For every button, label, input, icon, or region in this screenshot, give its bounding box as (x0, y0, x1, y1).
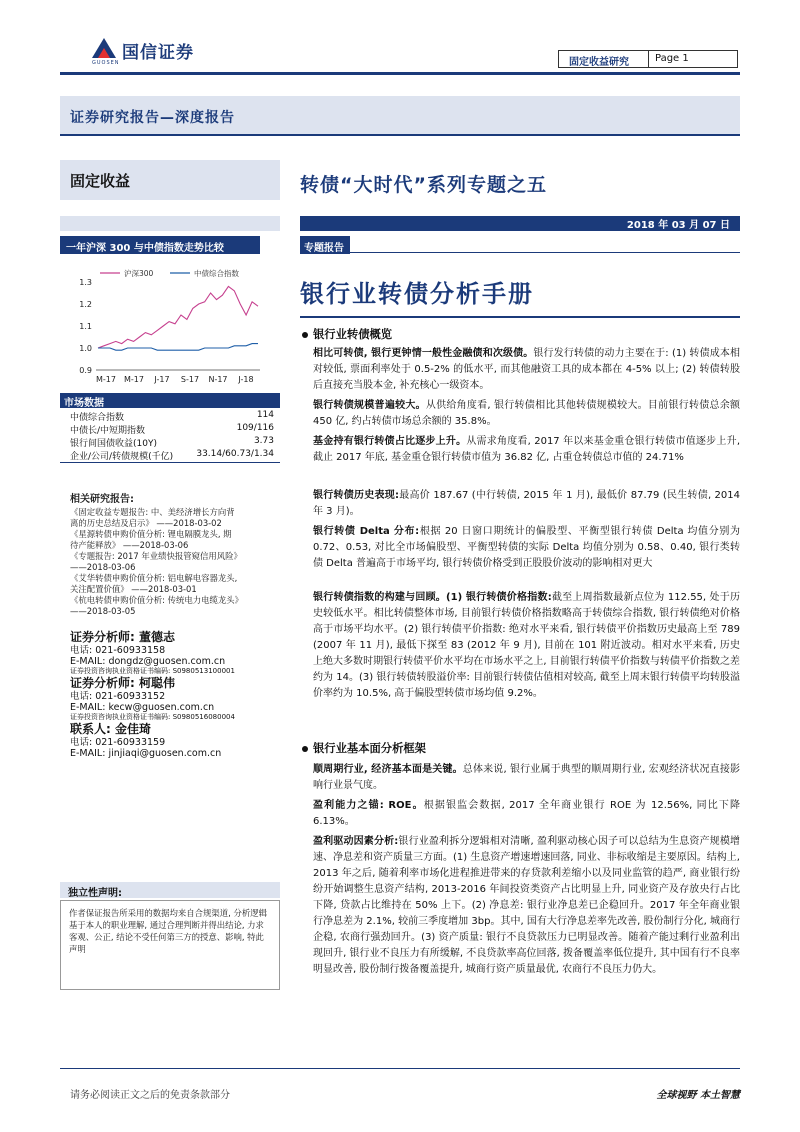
legend-label: 沪深300 (124, 269, 154, 278)
market-data-title: 市场数据 (60, 393, 280, 408)
paragraph-text: 银行发行转债的动力主要在于: (1) 转债成本相对较低, 票面利率处于 0.5-2% 的低水平, 而其他融资工具的成本都在 4-5% 以上; (2) 转债转股后直接充当股本金, 补充核心一级资本。 (313, 348, 740, 391)
contact-email: E-MAIL: jinjiaqi@guosen.com.cn (70, 748, 222, 759)
analyst-name: 证券分析师: 柯聪伟 (70, 676, 175, 690)
paragraph (313, 488, 740, 520)
paragraph (313, 762, 740, 794)
market-value: 114 (256, 410, 274, 420)
analyst-phone: 电话: 021-60933152 (70, 691, 166, 702)
paragraph (313, 590, 740, 702)
related-line: 《艾华转债申购价值分析: 铝电解电容器龙头, (70, 573, 238, 583)
market-data-table (60, 410, 280, 463)
related-line: 《固定收益专题报告: 中、美经济增长方向背 (70, 507, 235, 517)
report-tag: 专题报告 (300, 236, 350, 254)
disclaimer-title: 独立性声明: (60, 882, 280, 898)
header-rule (60, 72, 740, 75)
section-heading (300, 740, 740, 756)
paragraph-text: 从供给角度看, 银行转债相比其他转债规模较大。目前银行转债总余额 450 亿, 约占转债市场总余额的 35.8%。 (313, 400, 741, 427)
logo-sub: GUOSEN (92, 60, 120, 66)
x-tick-label: J-18 (238, 375, 254, 384)
section-heading (300, 326, 740, 342)
related-reports (70, 494, 280, 617)
analyst-phone: 电话: 021-60933158 (70, 645, 166, 656)
paragraph-lead: 盈利能力之锚: ROE。 (313, 800, 424, 811)
legend-label: 中债综合指数 (194, 269, 239, 278)
footer-disclaimer: 请务必阅读正文之后的免责条款部分 (70, 1090, 230, 1101)
series-line (98, 286, 258, 348)
report-date: 2018 年 03 月 07 日 (626, 220, 730, 231)
paragraph-text: 最高价 187.67 (中行转债, 2015 年 1 月), 最低价 87.79 (民生转债, 2014 年 3 月)。 (313, 490, 741, 517)
market-label: 中债长/中短期指数 (70, 426, 146, 436)
x-tick-label: M-17 (96, 375, 116, 384)
contact-name: 联系人: 金佳琦 (70, 722, 151, 736)
paragraph-lead: 银行转债历史表现: (313, 490, 399, 501)
y-tick-label: 1.0 (79, 344, 92, 353)
disclaimer-text: 作者保证报告所采用的数据均来自合规渠道, 分析逻辑基于本人的职业理解, 通过合理判断并得出结论, 力求客观、公正, 结论不受任何第三方的授意、影响, 特此声明 (60, 900, 280, 990)
logo-mark-icon (90, 36, 118, 60)
report-type: 固定收益研究 (559, 51, 649, 67)
left-date-bar (60, 216, 280, 231)
market-label: 中债综合指数 (70, 413, 125, 423)
analyst-block (70, 630, 285, 759)
related-line: 离的历史总结及启示》 ——2018-03-02 (70, 518, 222, 528)
footer-slogan: 全球视野 本土智慧 (656, 1090, 740, 1101)
paragraph-text: 根据 20 日窗口期统计的偏股型、平衡型银行转债 Delta 均值分别为 0.72、0.53, 对比全市场偏股型、平衡型转债的实际 Delta 均值分别为 0.58、0.40, 银行类转债 Delta 普遍高于市场平均, 银行转债价格受到正股股价波动的影响相对更大 (313, 526, 740, 569)
paragraph (313, 798, 740, 830)
paragraph-lead: 盈利驱动因素分析: (313, 836, 399, 847)
related-line: 《专题报告: 2017 年业绩快报管窥信用风险》 (70, 551, 242, 561)
band-title: 证券研究报告—深度报告 (70, 110, 235, 126)
tag-rule (350, 252, 740, 253)
bullet-icon (302, 332, 308, 338)
logo-text: 国信证券 (122, 43, 194, 63)
market-value: 109/116 (236, 423, 274, 433)
paragraph (313, 834, 740, 978)
market-value: 3.73 (253, 436, 274, 446)
paragraph-text: 截至上周指数最新点位为 112.55, 处于历史较低水平。相比转债整体市场, 目前银行转债价格指数略高于转债综合指数, 银行转债绝对价格高于市场平均水平。(2) 银行转债平价指数: 绝对水平来看, 银行转债平价指数历史最高上至 789 (2007 年 11 月), 最低下探至 83 (2012 年 9 月), 目前在 101 附近波动。相对水平来看, 历史上绝大多数时期银行转债平价水平均在市场水平之上, 目前银行转债平价指数与转债平价指数之差约为 14。(3) 银行转债转股溢价率: 目前银行转债估值相对较高, 截至上周末银行转债平均转股溢价率约为 10.5%, 高于偏股型转债市场均值 9.2%。 (313, 592, 740, 699)
date-bar (300, 216, 740, 231)
footer-rule (60, 1068, 740, 1069)
paragraph-text: 银行业盈利拆分逻辑相对清晰, 盈利驱动核心因子可以总结为生息资产规模增速、净息差和资产质量三方面。(1) 生息资产增速增速回落, 同业、非标收缩是主要原因。结构上, 2013 年之后, 随着利率市场化进程推进带来的存贷款利差缩小以及同业监管的趋严, 商业银行纷纷开始调整生息资产结构, 2013-2016 年间投资类资产占比明显上升, 同业资产及存放央行占比下降, 贷款占比维持在 50% 上下。(2) 净息差: 银行业净息差已企稳回升。2017 年全年商业银行净息差为 2.1%, 较前三季度增加 3bp。其中, 国有大行净息差率先改善, 股份制行分化, 城商行企稳, 农商行强劲回升。(3) 资产质量: 银行不良贷款压力已明显改善。随着产能过剩行业盈利出现回升, 银行业不良压力有所缓解, 不良贷款率高位回落, 拨备覆盖率低位提升, 其中国有行不良率明显改善, 股份制行拨备覆盖提升, 城商行资产质量最优, 农商行不良压力仍大。 (313, 836, 740, 975)
paragraph (313, 398, 740, 430)
x-tick-label: N-17 (208, 375, 228, 384)
analyst-license: 证券投资咨询执业资格证书编码: S0980513100001 (70, 667, 235, 675)
x-tick-label: S-17 (180, 375, 200, 384)
analyst-email: E-MAIL: kecw@guosen.com.cn (70, 702, 215, 713)
market-row (60, 436, 280, 449)
section-heading-text: 银行业转债概览 (313, 328, 393, 341)
page-label: Page 1 (655, 53, 689, 64)
paragraph-text: 从需求角度看, 2017 年以来基金重仓银行转债市值逐步上升, 截止 2017 年底, 基金重仓银行转债市值为 36.82 亿, 占重仓转债总市值的 24.71% (313, 436, 740, 463)
y-tick-label: 0.9 (79, 366, 92, 375)
paragraph-text: 根据银监会数据, 2017 全年商业银行 ROE 为 12.56%, 同比下降 6.13%。 (313, 800, 740, 827)
main-title: 银行业转债分析手册 (300, 280, 534, 308)
x-tick-label: J-17 (154, 375, 170, 384)
series-title: 转债“大时代”系列专题之五 (300, 174, 547, 196)
series-line (98, 344, 258, 351)
related-line: 《杭电转债申购价值分析: 传统电力电缆龙头》 (70, 595, 243, 605)
header-box (558, 50, 738, 68)
title-rule (300, 316, 740, 318)
y-tick-label: 1.1 (79, 322, 92, 331)
paragraph-lead: 相比可转债, 银行更钟情一般性金融债和次级债。 (313, 348, 534, 359)
paragraph (313, 346, 740, 394)
x-tick-label: M-17 (124, 375, 144, 384)
paragraph (313, 434, 740, 466)
paragraph-lead: 基金持有银行转债占比逐步上升。 (313, 436, 467, 447)
y-tick-label: 1.2 (79, 300, 92, 309)
paragraph (313, 524, 740, 572)
market-label: 企业/公司/转债规模(千亿) (70, 452, 174, 462)
market-label: 银行间国债收益(10Y) (70, 439, 157, 449)
related-line: 《星源转债申购价值分析: 锂电隔膜龙头, 期 (70, 529, 232, 539)
analyst-email: E-MAIL: dongdz@guosen.com.cn (70, 656, 226, 667)
related-line: 关注配置价值》 ——2018-03-01 (70, 584, 197, 594)
bullet-icon (302, 746, 308, 752)
related-line: 待产能释放》 ——2018-03-06 (70, 540, 189, 550)
market-row (60, 449, 280, 462)
index-chart (60, 258, 280, 390)
market-row (60, 423, 280, 436)
chart-title: 一年沪深 300 与中债指数走势比较 (60, 236, 260, 254)
related-line: ——2018-03-06 (70, 562, 136, 572)
company-logo (90, 36, 250, 66)
title-band (60, 96, 740, 136)
y-tick-label: 1.3 (79, 278, 92, 287)
paragraph-lead: 银行转债 Delta 分布: (313, 526, 420, 537)
analyst-license: 证券投资咨询执业资格证书编码: S0980516080004 (70, 713, 235, 721)
related-line: ——2018-03-05 (70, 606, 136, 616)
contact-phone: 电话: 021-60933159 (70, 737, 166, 748)
sector-label: 固定收益 (70, 172, 131, 190)
market-value: 33.14/60.73/1.34 (196, 449, 274, 459)
market-row (60, 410, 280, 423)
related-title: 相关研究报告: (70, 494, 134, 505)
section-heading-text: 银行业基本面分析框架 (313, 742, 426, 755)
paragraph-lead: 银行转债指数的构建与回顾。(1) 银行转债价格指数: (313, 592, 552, 603)
sector-box (60, 160, 280, 200)
paragraph-lead: 顺周期行业, 经济基本面是关键。 (313, 764, 463, 775)
paragraph-text: 总体来说, 银行业属于典型的顺周期行业, 宏观经济状况直接影响行业景气度。 (313, 764, 740, 791)
paragraph-lead: 银行转债规模普遍较大。 (313, 400, 426, 411)
analyst-name: 证券分析师: 董德志 (70, 630, 175, 644)
